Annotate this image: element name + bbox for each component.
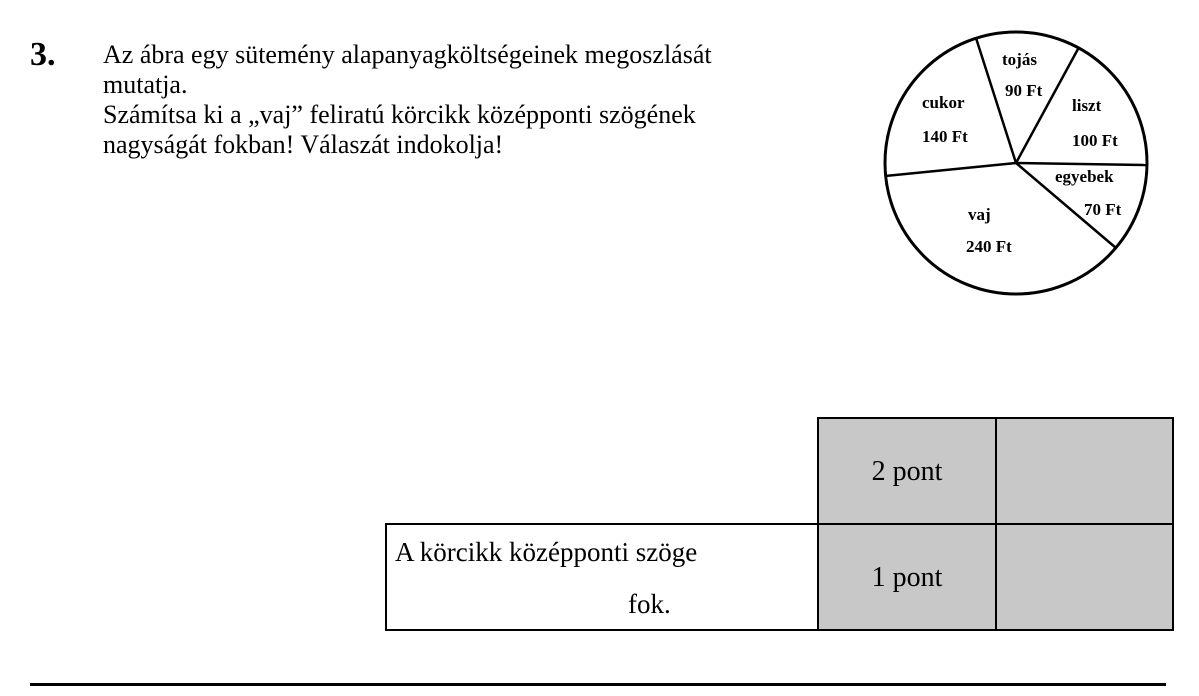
question-number: 3. xyxy=(30,36,56,73)
slice-value-egyebek: 70 Ft xyxy=(1084,200,1122,219)
slice-label-egyebek: egyebek xyxy=(1055,167,1114,186)
points-row2: 1 pont xyxy=(871,562,943,593)
question-line: Az ábra egy sütemény alapanyagköltségeinek megoszlását xyxy=(103,40,712,69)
question-line: nagyságát fokban! Válaszát indokolja! xyxy=(103,130,504,159)
answer-label: A körcikk középponti szöge xyxy=(395,537,698,567)
points-row1: 2 pont xyxy=(871,456,943,487)
slice-label-vaj: vaj xyxy=(968,205,991,224)
question-line: Számítsa ki a „vaj” feliratú körcikk középponti szögének xyxy=(103,100,696,129)
question-text xyxy=(103,40,712,160)
slice-value-tojas: 90 Ft xyxy=(1005,81,1043,100)
score-cell-row1[interactable] xyxy=(998,420,1172,522)
slice-label-tojas: tojás xyxy=(1002,50,1037,69)
score-cell-row2[interactable] xyxy=(998,526,1172,629)
slice-value-vaj: 240 Ft xyxy=(966,237,1012,256)
pie-chart xyxy=(878,30,1168,310)
answer-unit: fok. xyxy=(628,589,671,619)
slice-label-liszt: liszt xyxy=(1072,96,1102,115)
bottom-rule xyxy=(30,683,1166,686)
slice-value-liszt: 100 Ft xyxy=(1072,131,1118,150)
question-line: mutatja. xyxy=(103,70,188,99)
slice-value-cukor: 140 Ft xyxy=(922,127,968,146)
slice-label-cukor: cukor xyxy=(922,93,965,112)
grid-line xyxy=(817,523,1174,525)
